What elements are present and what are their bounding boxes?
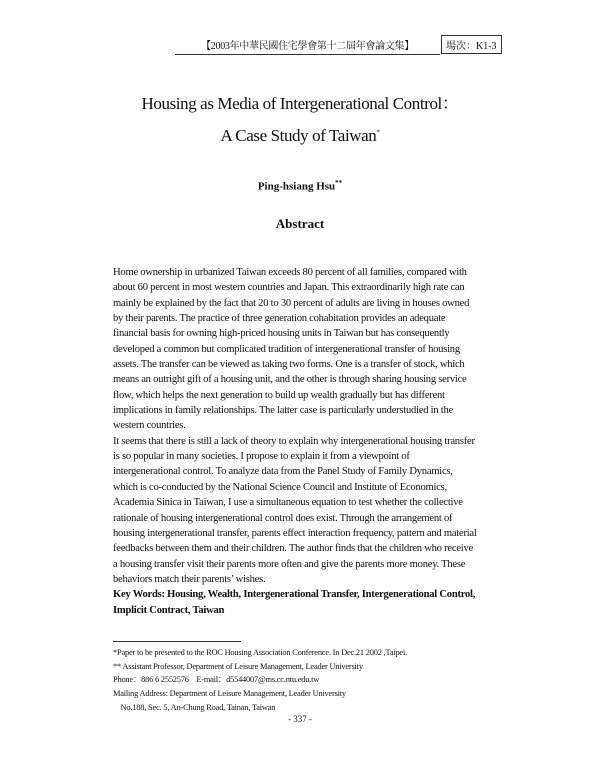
body-line: mainly be explained by the fact that 20 to 30 percent of adults are living in houses owned <box>113 297 470 309</box>
footnote-line: ** Assistant Professor, Department of Leisure Management, Leader University <box>113 661 363 671</box>
footnotes <box>113 646 407 715</box>
footnote-line: Phone：886 6 2552576 E-mail：d5544007@ms.cc.ntu.edu.tw <box>113 675 320 685</box>
body-line: intergenerational control. To analyze data from the Panel Study of Family Dynamics, <box>113 466 453 478</box>
author-name: Ping-hsiang Hsu <box>257 180 336 193</box>
footnote-line: *Paper to be presented to the ROC Housing Association Conference. In Dec.21 2002 ,Taipei. <box>113 648 407 657</box>
author-footnote-mark: ** <box>335 179 343 187</box>
body-line: by their parents. The practice of three generation cohabitation provides an adequate <box>113 313 446 325</box>
page-number: - 337 - <box>288 714 312 724</box>
body-line: which is co-conducted by the National Science Council and Institute of Economics, <box>113 481 447 493</box>
paper-title: Housing as Media of Intergenerational Control： <box>141 94 459 113</box>
session-badge: 場次：K1-3 <box>441 35 502 54</box>
footnote-mark: * <box>376 128 380 137</box>
keywords-line: Implicit Contract, Taiwan <box>113 604 225 616</box>
keywords-line: Key Words: Housing, Wealth, Intergenerational Transfer, Intergenerational Control, <box>113 589 476 601</box>
body-line: It seems that there is still a lack of theory to explain why intergenerational housing transfer <box>113 435 475 447</box>
footnote-rule <box>113 641 241 642</box>
footnote-line: No.188, Sec. 5, An-Chung Road, Tainan, Taiwan <box>113 702 276 712</box>
body-line: assets. The transfer can be viewed as taking two forms. One is a transfer of stock, which <box>113 359 465 371</box>
body-line: a housing transfer visit their parents more often and give the parents more money. These <box>113 558 466 570</box>
author <box>0 179 600 193</box>
footnote-line: Mailing Address: Department of Leisure Management, Leader University <box>113 689 346 699</box>
abstract-heading: Abstract <box>275 216 325 231</box>
body-line: implications in family relationships. The latter case is particularly understudied in the <box>113 405 454 417</box>
body-line: western countries. <box>113 420 186 432</box>
abstract-body <box>113 265 513 618</box>
body-line: feedbacks between them and their children. The author finds that the children who receive <box>113 543 473 555</box>
body-line: rationale of housing intergenerational control does exist. Through the arrangement of <box>113 512 453 524</box>
paper-subtitle <box>0 126 600 146</box>
body-line: about 60 percent in most western countries and Japan. This extraordinarily high rate can <box>113 282 465 294</box>
body-line: means an outright gift of a housing unit, and the other is through sharing housing service <box>113 374 467 386</box>
body-line: financial basis for owning high-priced housing units in Taiwan but has consequently <box>113 328 450 340</box>
body-line: behaviors match their parents’ wishes. <box>113 573 266 585</box>
body-line: flow, which helps the next generation to build up wealth gradually but has different <box>113 389 445 401</box>
body-line: developed a common but complicated tradition of intergenerational transfer of housing <box>113 343 460 355</box>
subtitle-text: A Case Study of Taiwan <box>220 126 377 145</box>
proceedings-header: 【2003年中華民國住宅學會第十二屆年會論文集】 <box>175 37 440 55</box>
body-line: Home ownership in urbanized Taiwan exceeds 80 percent of all families, compared with <box>113 267 467 278</box>
body-line: is so popular in many societies. I propose to explain it from a viewpoint of <box>113 451 410 463</box>
body-line: housing intergenerational transfer, parents effect interaction frequency, pattern and material <box>113 527 477 539</box>
body-line: Academia Sinica in Taiwan, I use a simultaneous equation to test whether the collective <box>113 497 463 509</box>
